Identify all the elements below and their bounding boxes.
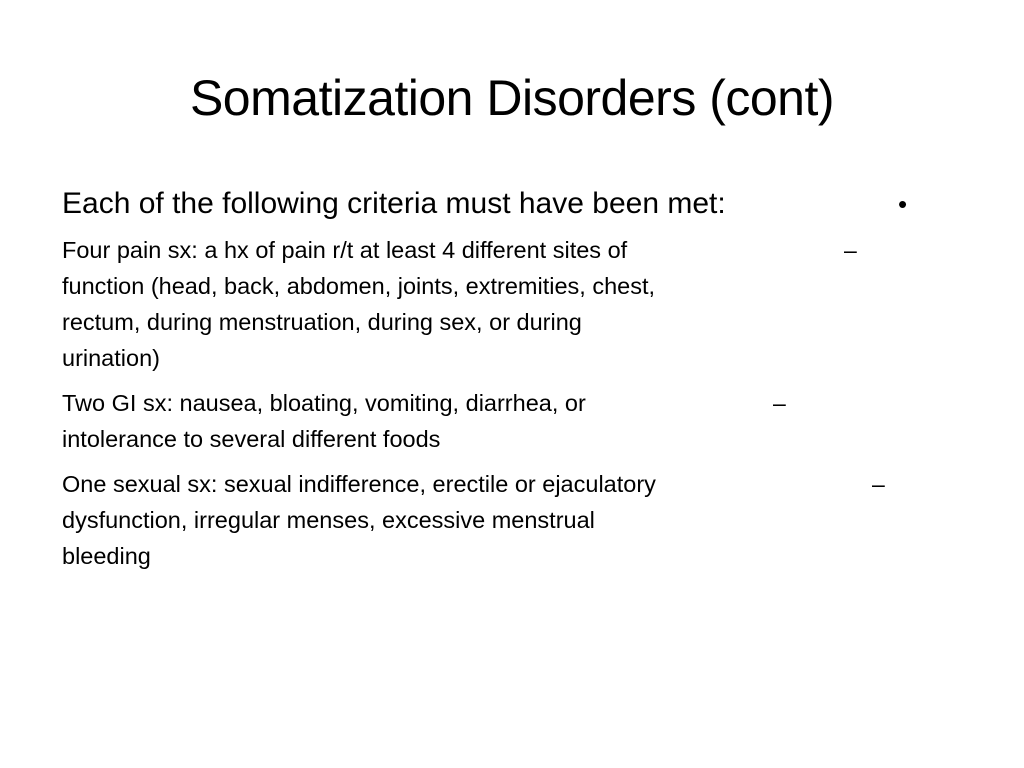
sub-item-text: Two GI sx: nausea, bloating, vomiting, diarrhea, or [62,390,586,416]
bullet-text: Each of the following criteria must have been met: [62,187,726,220]
sub-item-pain [62,232,922,376]
sub-item-sexual [62,466,922,574]
bullet-marker: • [898,189,908,219]
slide-body [62,180,922,583]
sub-item-text: Four pain sx: a hx of pain r/t at least 4 different sites of [62,237,628,263]
dash-marker: – [844,237,857,263]
sub-item-line: urination) [62,345,160,371]
dash-marker: – [773,390,786,416]
sub-item-line: function (head, back, abdomen, joints, extremities, chest, [62,273,656,299]
sub-item-gi [62,385,922,457]
bullet-item [62,180,922,228]
sub-item-text: One sexual sx: sexual indifference, erectile or ejaculatory [62,471,656,497]
sub-item-line [62,466,922,502]
sub-item-line: bleeding [62,543,151,569]
sub-item-line [62,385,922,421]
sub-item-line: intolerance to several different foods [62,426,441,452]
sub-item-line [62,232,922,268]
sub-item-line: rectum, during menstruation, during sex, or during [62,309,582,335]
sub-item-line: dysfunction, irregular menses, excessive menstrual [62,507,595,533]
dash-marker: – [872,471,885,497]
slide-title: Somatization Disorders (cont) [189,70,835,126]
